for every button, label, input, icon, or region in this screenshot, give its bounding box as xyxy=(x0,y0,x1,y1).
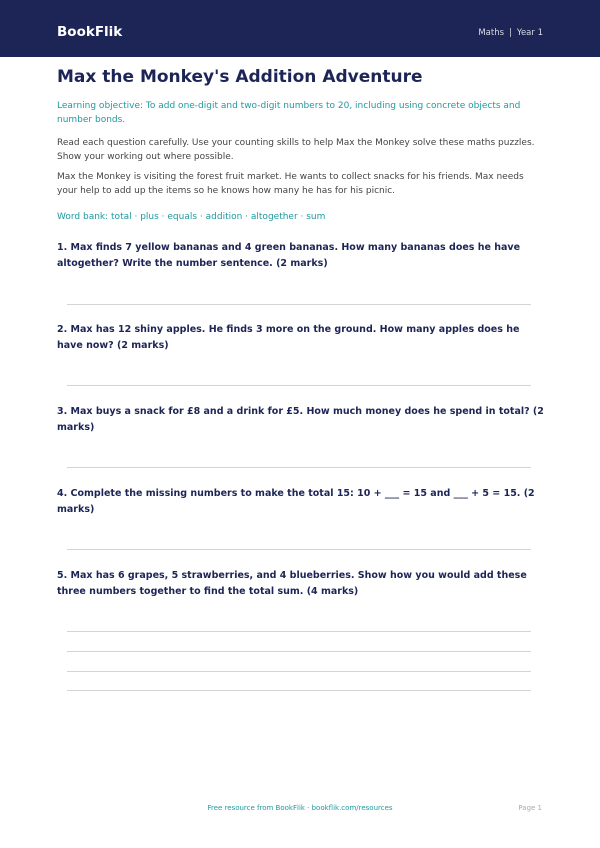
question-3: 3. Max buys a snack for £8 and a drink for £5. How much money does he spend in total? (2 marks) xyxy=(57,406,544,433)
question-2: 2. Max has 12 shiny apples. He finds 3 more on the ground. How many apples does he have now? (2 marks) xyxy=(57,324,520,351)
year-label: Year 1 xyxy=(516,28,543,38)
subject-year xyxy=(478,27,543,39)
word-bank: Word bank: total · plus · equals · addition · altogether · sum xyxy=(57,212,326,222)
question-5: 5. Max has 6 grapes, 5 strawberries, and 4 blueberries. Show how you would add these three numbers together to find the total sum. (4 marks) xyxy=(57,570,527,597)
answer-line[interactable] xyxy=(67,385,531,386)
answer-line[interactable] xyxy=(67,651,531,652)
learning-objective: Learning objective: To add one-digit and two-digit numbers to 20, including using concrete objects and number bonds. xyxy=(57,101,521,125)
answer-line[interactable] xyxy=(67,671,531,672)
footer-resource-link[interactable]: Free resource from BookFlik · bookflik.com/resources xyxy=(207,804,393,812)
question-1: 1. Max finds 7 yellow bananas and 4 green bananas. How many bananas does he have altogether? Write the number sentence. (2 marks) xyxy=(57,242,521,269)
subject-label: Maths xyxy=(478,28,505,38)
answer-line[interactable] xyxy=(67,467,531,468)
header-bar xyxy=(0,0,600,57)
answer-line[interactable] xyxy=(67,304,531,305)
worksheet-title: Max the Monkey's Addition Adventure xyxy=(57,67,423,87)
answer-line[interactable] xyxy=(67,549,531,550)
answer-line[interactable] xyxy=(67,690,531,691)
page-number: Page 1 xyxy=(518,804,542,812)
meta-separator: | xyxy=(509,28,512,38)
intro-paragraph-1: Read each question carefully. Use your counting skills to help Max the Monkey solve these maths puzzles. Show your working out where possible. xyxy=(57,138,535,162)
answer-line[interactable] xyxy=(67,631,531,632)
question-4: 4. Complete the missing numbers to make the total 15: 10 + ___ = 15 and ___ + 5 = 15. (2 marks) xyxy=(57,488,535,515)
brand-logo: BookFlik xyxy=(57,24,123,40)
intro-paragraph-2: Max the Monkey is visiting the forest fruit market. He wants to collect snacks for his friends. Max needs your help to add up the items so he knows how many he has for his picnic. xyxy=(57,172,524,196)
